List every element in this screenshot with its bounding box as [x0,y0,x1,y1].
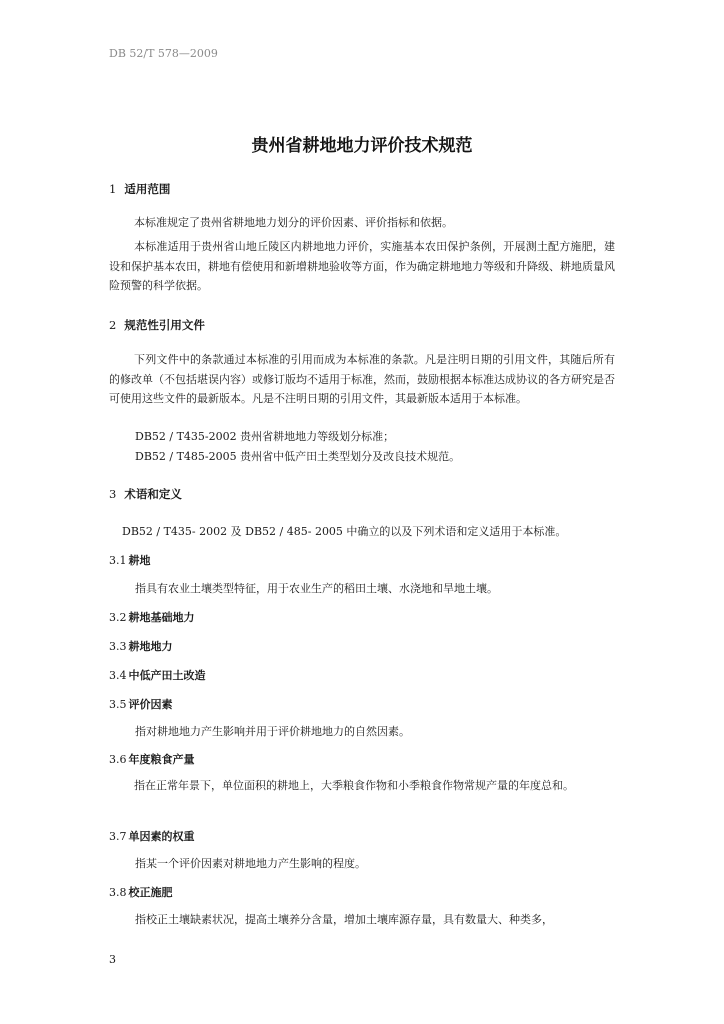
term-number: 3.8 [109,886,127,899]
term-definition: 指在正常年景下，单位面积的耕地上，大季粮食作物和小季粮食作物常规产量的年度总和。 [134,779,574,792]
term-title: 校正施肥 [128,886,173,899]
section-2-heading [109,317,205,333]
term-title: 单因素的权重 [128,830,195,843]
reference-item: DB52 / T435-2002 贵州省耕地地力等级划分标准； [135,430,395,443]
term-title: 中低产田土改造 [128,669,206,682]
term-number: 3.2 [109,611,127,624]
term-number: 3.6 [109,753,127,766]
section-title: 术语和定义 [124,487,182,501]
page-number: 3 [109,953,116,966]
term-title: 耕地地力 [128,640,173,653]
term-heading-3-1 [109,552,151,568]
term-number: 3.7 [109,830,127,843]
term-number: 3.1 [109,554,127,567]
term-heading-3-3 [109,638,173,654]
term-title: 评价因素 [128,698,173,711]
term-heading-3-5 [109,696,173,712]
term-definition: 指对耕地地力产生影响并用于评价耕地地力的自然因素。 [135,725,410,738]
paragraph: 下列文件中的条款通过本标准的引用而成为本标准的条款。凡是注明日期的引用文件，其随后所有的修改单（不包括堪误内容）或修订版均不适用于标准，然而，鼓励根据本标准达成协议的各方研究是否可使用这些文件的最新版本。凡是不注明日期的引用文件，其最新版本适用于本标准。 [109,353,615,405]
section-title: 适用范围 [124,182,171,196]
term-number: 3.5 [109,698,127,711]
term-definition: 指校正土壤缺素状况，提高土壤养分含量，增加土壤库源存量，具有数量大、种类多， [135,913,553,926]
paragraph: 本标准适用于贵州省山地丘陵区内耕地地力评价，实施基本农田保护条例，开展测土配方施肥，建设和保护基本农田，耕地有偿使用和新增耕地验收等方面，作为确定耕地地力等级和升降级、耕地质量风险预警的科学依据。 [109,240,615,292]
document-code-header: DB 52/T 578—2009 [109,47,218,60]
term-title: 耕地 [128,554,151,567]
section-1-heading [109,181,170,197]
term-heading-3-4 [109,667,206,683]
section-number: 3 [109,487,117,501]
section-title: 规范性引用文件 [124,318,205,332]
term-title: 耕地基础地力 [128,611,195,624]
term-title: 年度粮食产量 [128,753,195,766]
reference-item: DB52 / T485-2005 贵州省中低产田土类型划分及改良技术规范。 [135,450,461,463]
term-definition: 指具有农业土壤类型特征，用于农业生产的稻田土壤、水浇地和旱地土壤。 [135,582,498,595]
term-heading-3-8 [109,884,173,900]
term-number: 3.3 [109,640,127,653]
term-heading-3-2 [109,609,195,625]
section-3-heading [109,486,182,502]
section-number: 1 [109,182,117,196]
term-heading-3-7 [109,828,195,844]
paragraph: 本标准规定了贵州省耕地地力划分的评价因素、评价指标和依据。 [134,216,453,229]
term-definition: 指某一个评价因素对耕地地力产生影响的程度。 [135,857,366,870]
document-title: 贵州省耕地地力评价技术规范 [251,136,473,156]
paragraph: DB52 / T435- 2002 及 DB52 / 485- 2005 中确立的以及下列术语和定义适用于本标准。 [122,525,567,538]
term-heading-3-6 [109,751,195,767]
term-number: 3.4 [109,669,127,682]
section-number: 2 [109,318,117,332]
